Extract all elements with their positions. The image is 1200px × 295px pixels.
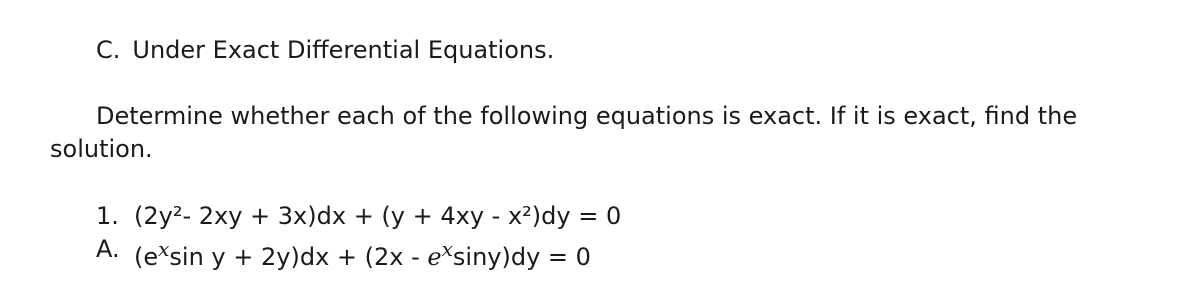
- problem-item-1: [96, 200, 621, 233]
- problem-item-2: [96, 233, 621, 274]
- problem-marker: A.: [96, 235, 120, 263]
- exponent: x: [441, 237, 453, 261]
- section-marker: C.: [96, 36, 121, 64]
- problem-list: [96, 200, 621, 274]
- equation-part: sin y + 2y)dx + (2x -: [169, 243, 428, 271]
- problem-equation: [134, 233, 591, 274]
- instructions-line-1: Determine whether each of the following equations is exact. If it is exact, find the: [96, 102, 1078, 130]
- equation-symbol: e: [427, 243, 442, 271]
- exponent: x: [158, 237, 170, 261]
- problem-equation: (2y²- 2xy + 3x)dx + (y + 4xy - x²)dy = 0: [134, 202, 622, 230]
- equation-part: siny)dy = 0: [452, 243, 591, 271]
- problem-marker: 1.: [96, 202, 119, 230]
- instructions-paragraph: [50, 100, 1160, 166]
- section-heading: [96, 34, 554, 66]
- instructions-line-2: solution.: [50, 135, 153, 163]
- section-title: Under Exact Differential Equations.: [132, 36, 555, 64]
- equation-part: (e: [134, 243, 159, 271]
